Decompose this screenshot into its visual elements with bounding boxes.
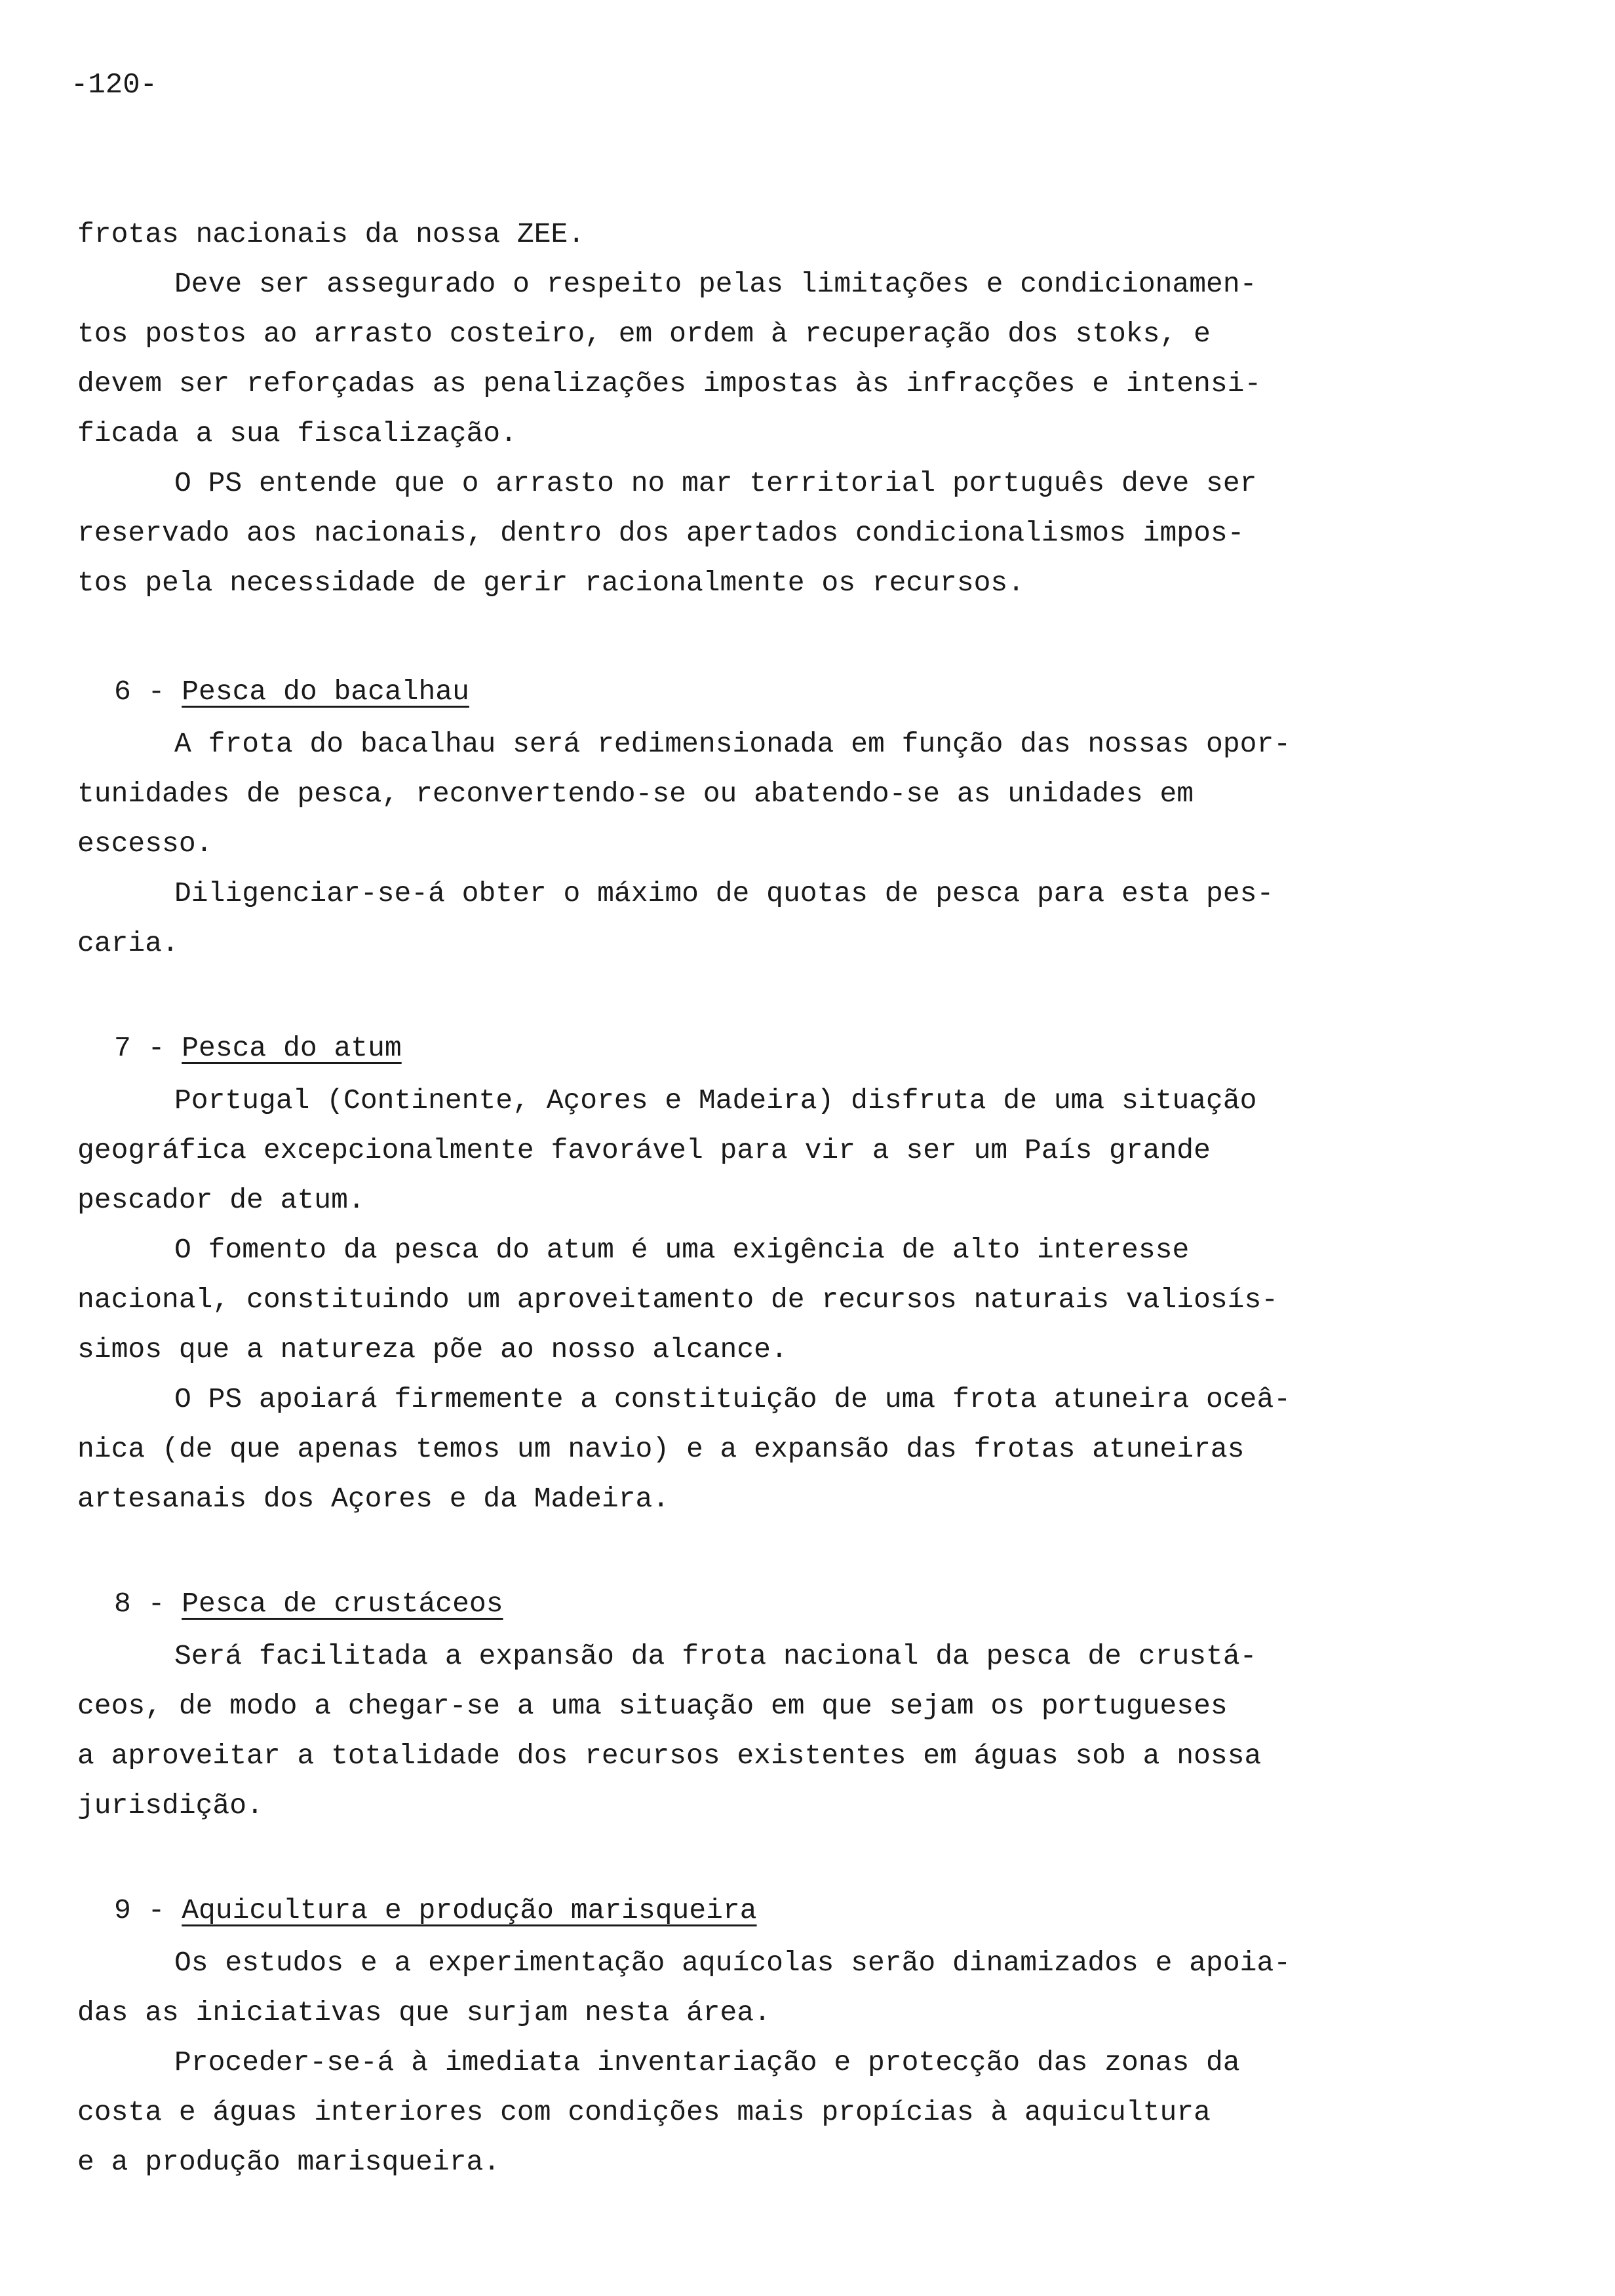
section-number: 8 - <box>114 1588 182 1620</box>
text-line: Portugal (Continente, Açores e Madeira) disfruta de uma situação <box>174 1084 1257 1117</box>
section-title: Pesca do bacalhau <box>182 676 469 708</box>
page-number: -120- <box>71 69 158 102</box>
text-line: tos pela necessidade de gerir racionalmente os recursos. <box>77 567 1025 599</box>
text-line: caria. <box>77 927 179 959</box>
text-line: simos que a natureza põe ao nosso alcance. <box>77 1333 788 1366</box>
text-line: A frota do bacalhau será redimensionada em função das nossas opor- <box>174 728 1291 760</box>
text-line: O fomento da pesca do atum é uma exigência de alto interesse <box>174 1234 1190 1266</box>
section-7-paragraph-2 <box>77 1225 1493 1375</box>
text-line: a aproveitar a totalidade dos recursos existentes em águas sob a nossa <box>77 1740 1262 1772</box>
text-line: Os estudos e a experimentação aquícolas serão dinamizados e apoia- <box>174 1947 1291 1979</box>
text-line: Deve ser assegurado o respeito pelas limitações e condicionamen- <box>174 268 1257 300</box>
section-9-paragraph-2 <box>77 2038 1493 2187</box>
section-title: Pesca de crustáceos <box>182 1588 503 1620</box>
section-number: 7 - <box>114 1032 182 1064</box>
text-line: tunidades de pesca, reconvertendo-se ou abatendo-se as unidades em <box>77 778 1194 810</box>
text-line: jurisdição. <box>77 1789 263 1822</box>
text-line: O PS entende que o arrasto no mar territorial português deve ser <box>174 467 1257 499</box>
section-7-paragraph-3 <box>77 1375 1493 1524</box>
text-line: geográfica excepcionalmente favorável para vir a ser um País grande <box>77 1134 1211 1166</box>
document-body <box>77 210 1493 2187</box>
text-line: frotas nacionais da nossa ZEE. <box>77 218 585 250</box>
text-line: devem ser reforçadas as penalizações impostas às infracções e intensi- <box>77 368 1262 400</box>
text-line: tos postos ao arrasto costeiro, em ordem à recuperação dos stoks, e <box>77 318 1211 350</box>
text-line: Diligenciar-se-á obter o máximo de quotas de pesca para esta pes- <box>174 877 1274 909</box>
text-line: Proceder-se-á à imediata inventariação e protecção das zonas da <box>174 2046 1240 2078</box>
text-line: ceos, de modo a chegar-se a uma situação em que sejam os portugueses <box>77 1690 1228 1722</box>
section-title: Aquicultura e produção marisqueira <box>182 1894 757 1926</box>
section-6-paragraph-1 <box>77 719 1493 869</box>
text-line: ficada a sua fiscalização. <box>77 417 517 450</box>
text-line: nacional, constituindo um aproveitamento de recursos naturais valiosís- <box>77 1284 1279 1316</box>
section-heading-8 <box>77 1579 1493 1629</box>
section-8-paragraph-1 <box>77 1632 1493 1831</box>
text-line: Será facilitada a expansão da frota nacional da pesca de crustá- <box>174 1640 1257 1672</box>
section-heading-7 <box>77 1024 1493 1073</box>
text-line: reservado aos nacionais, dentro dos apertados condicionalismos impos- <box>77 517 1245 549</box>
intro-paragraph-1 <box>77 259 1493 459</box>
text-line: artesanais dos Açores e da Madeira. <box>77 1483 670 1515</box>
text-line: costa e águas interiores com condições mais propícias à aquicultura <box>77 2096 1211 2128</box>
section-6-paragraph-2 <box>77 869 1493 968</box>
section-number: 6 - <box>114 676 182 708</box>
section-number: 9 - <box>114 1894 182 1926</box>
text-line: O PS apoiará firmemente a constituição de uma frota atuneira oceâ- <box>174 1383 1291 1415</box>
text-line: nica (de que apenas temos um navio) e a expansão das frotas atuneiras <box>77 1433 1245 1465</box>
section-7-paragraph-1 <box>77 1076 1493 1225</box>
section-title: Pesca do atum <box>182 1032 402 1064</box>
text-line: escesso. <box>77 828 213 860</box>
intro-paragraph-2 <box>77 459 1493 608</box>
intro-continuation <box>77 210 1493 259</box>
section-9-paragraph-1 <box>77 1938 1493 2038</box>
section-heading-6 <box>77 667 1493 717</box>
text-line: e a produção marisqueira. <box>77 2146 501 2178</box>
text-line: pescador de atum. <box>77 1184 365 1216</box>
section-heading-9 <box>77 1886 1493 1936</box>
text-line: das as iniciativas que surjam nesta área. <box>77 1997 771 2029</box>
